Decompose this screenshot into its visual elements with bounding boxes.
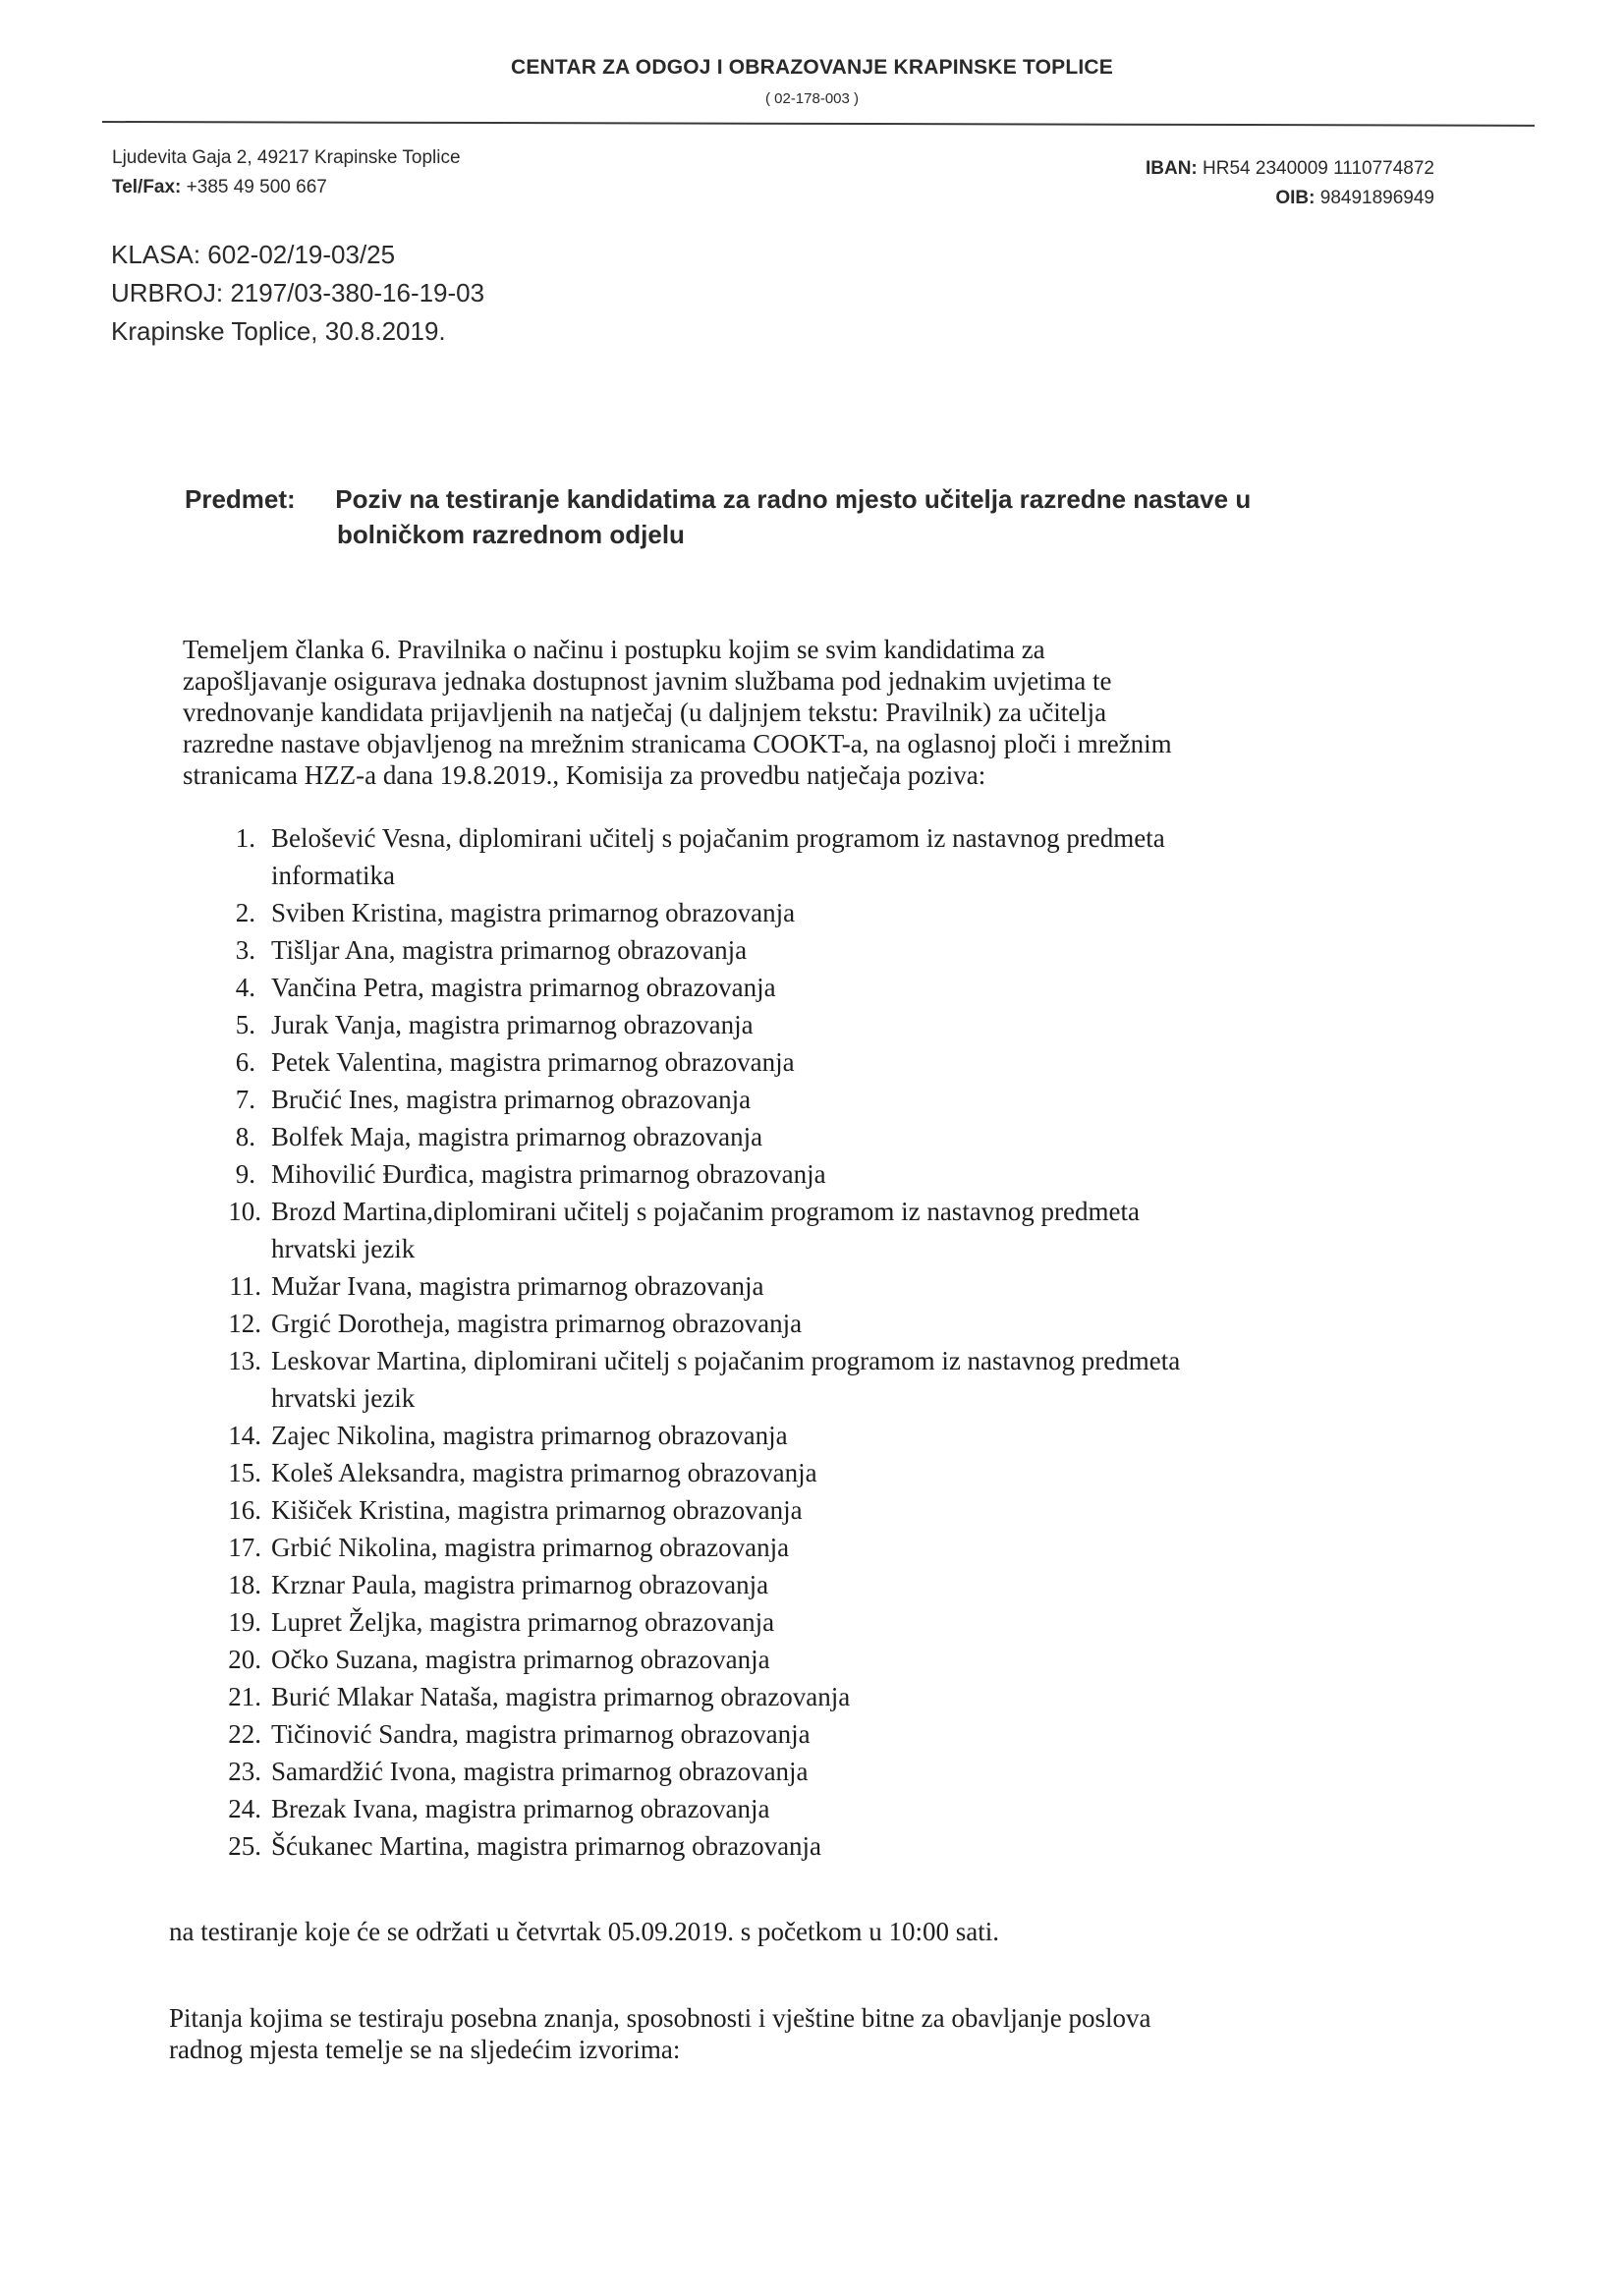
list-item: [226, 1454, 1444, 1491]
list-item-number: 1.: [235, 823, 255, 853]
header-divider: [102, 121, 1535, 127]
list-item-text: Šćukanec Martina, magistra primarnog obrazovanja: [271, 1831, 822, 1861]
oib-label: OIB:: [1275, 188, 1316, 208]
iban-line: [1146, 154, 1434, 184]
list-item-text: Belošević Vesna, diplomirani učitelj s pojačanim programom iz nastavnog predmeta: [271, 823, 1165, 853]
list-item: [226, 1006, 1444, 1043]
list-item-text: Samardžić Ivona, magistra primarnog obrazovanja: [271, 1757, 809, 1786]
list-item-text: Koleš Aleksandra, magistra primarnog obrazovanja: [271, 1458, 817, 1487]
list-item: [226, 1529, 1444, 1566]
subject-line-1: Poziv na testiranje kandidatima za radno mjesto učitelja razredne nastave u: [335, 484, 1252, 514]
list-item-text: Kišiček Kristina, magistra primarnog obrazovanja: [271, 1495, 803, 1525]
list-item-text: Brezak Ivana, magistra primarnog obrazovanja: [271, 1794, 770, 1823]
institution-name: CENTAR ZA ODGOJ I OBRAZOVANJE KRAPINSKE TOPLICE: [510, 56, 1113, 79]
list-item: [226, 894, 1444, 931]
institution-address: Ljudevita Gaja 2, 49217 Krapinske Toplice: [112, 147, 461, 168]
list-item-number: 3.: [235, 935, 255, 965]
list-item-number: 23.: [228, 1757, 261, 1786]
list-item-text: Jurak Vanja, magistra primarnog obrazovanja: [271, 1010, 754, 1039]
list-item: [226, 931, 1444, 969]
list-item-number: 18.: [228, 1570, 261, 1599]
klasa: KLASA: 602-02/19-03/25: [111, 240, 396, 269]
list-item: [226, 1193, 1444, 1267]
list-item: [226, 1753, 1444, 1790]
intro-line: stranicama HZZ-a dana 19.8.2019., Komisija za provedbu natječaja poziva:: [183, 760, 986, 790]
list-item: [226, 1118, 1444, 1155]
list-item-number: 7.: [235, 1085, 255, 1114]
list-item-number: 22.: [228, 1719, 261, 1749]
list-item-number: 25.: [228, 1831, 261, 1861]
list-item-number: 17.: [228, 1533, 261, 1562]
list-item-text: Očko Suzana, magistra primarnog obrazovanja: [271, 1645, 770, 1674]
subject-block: [185, 481, 1462, 552]
list-item-text: Bručić Ines, magistra primarnog obrazovanja: [271, 1085, 752, 1114]
intro-line: Temeljem članka 6. Pravilnika o načinu i postupku kojim se svim kandidatima za: [183, 635, 1045, 664]
list-item-text: Grgić Dorotheja, magistra primarnog obrazovanja: [271, 1309, 803, 1338]
list-item-number: 11.: [229, 1271, 261, 1301]
list-item: [226, 1342, 1444, 1417]
list-item-text: Sviben Kristina, magistra primarnog obrazovanja: [271, 898, 796, 927]
list-item-text: Burić Mlakar Nataša, magistra primarnog obrazovanja: [271, 1682, 851, 1711]
list-item-text: Tičinović Sandra, magistra primarnog obrazovanja: [271, 1719, 811, 1749]
intro-line: razredne nastave objavljenog na mrežnim stranicama COOKT-a, na oglasnoj ploči i mrežnim: [183, 729, 1172, 758]
list-item: [226, 1790, 1444, 1827]
list-item-text: Tišljar Ana, magistra primarnog obrazovanja: [271, 935, 748, 965]
list-item-number: 6.: [235, 1047, 255, 1077]
iban-value: HR54 2340009 1110774872: [1197, 158, 1434, 179]
list-item: [226, 969, 1444, 1006]
list-item: [226, 1267, 1444, 1305]
list-item-text-cont: hrvatski jezik: [271, 1234, 416, 1263]
list-item-number: 24.: [228, 1794, 261, 1823]
subject-line-2: bolničkom razrednom odjelu: [337, 520, 685, 549]
list-item-number: 8.: [235, 1122, 255, 1151]
list-item: [226, 1678, 1444, 1715]
telfax-line: [112, 173, 461, 202]
list-item-number: 14.: [228, 1421, 261, 1450]
list-item: [226, 1043, 1444, 1081]
list-item-text: Krznar Paula, magistra primarnog obrazovanja: [271, 1570, 769, 1599]
list-item-text: Grbić Nikolina, magistra primarnog obrazovanja: [271, 1533, 790, 1562]
list-item-text: Brozd Martina,diplomirani učitelj s pojačanim programom iz nastavnog predmeta: [271, 1197, 1140, 1226]
sources-line-1: Pitanja kojima se testiraju posebna znanja, sposobnosti i vještine bitne za obavljanje poslova: [169, 2003, 1151, 2033]
institution-address-block: [112, 143, 461, 202]
place-date: Krapinske Toplice, 30.8.2019.: [111, 316, 446, 346]
sources-paragraph: [169, 2002, 1427, 2065]
list-item-text: Mihovilić Đurđica, magistra primarnog obrazovanja: [271, 1159, 826, 1189]
intro-paragraph: [183, 634, 1440, 791]
list-item: [226, 1827, 1444, 1865]
list-item: [226, 1305, 1444, 1342]
list-item-number: 21.: [228, 1682, 261, 1711]
iban-label: IBAN:: [1145, 158, 1198, 179]
candidate-list: [226, 819, 1444, 1865]
oib-value: 98491896949: [1315, 188, 1434, 208]
intro-line: zapošljavanje osigurava jednaka dostupnost javnim službama pod jednakim uvjetima te: [183, 666, 1112, 696]
list-item: [226, 1491, 1444, 1529]
list-item: [226, 1417, 1444, 1454]
list-item-number: 4.: [235, 973, 255, 1002]
institution-code: ( 02-178-003 ): [764, 90, 860, 107]
list-item-number: 9.: [235, 1159, 255, 1189]
list-item-number: 19.: [228, 1607, 261, 1637]
list-item: [226, 1715, 1444, 1753]
list-item-number: 5.: [235, 1010, 255, 1039]
list-item-number: 10.: [228, 1197, 261, 1226]
list-item-number: 12.: [228, 1309, 261, 1338]
list-item-text: Zajec Nikolina, magistra primarnog obrazovanja: [271, 1421, 788, 1450]
list-item-number: 16.: [228, 1495, 261, 1525]
list-item-text: Petek Valentina, magistra primarnog obrazovanja: [271, 1047, 795, 1077]
intro-line: vrednovanje kandidata prijavljenih na natječaj (u daljnjem tekstu: Pravilnik) za učitelja: [183, 698, 1107, 727]
list-item: [226, 1603, 1444, 1641]
list-item: [226, 1081, 1444, 1118]
list-item-text: Lupret Željka, magistra primarnog obrazovanja: [271, 1607, 775, 1637]
list-item: [226, 819, 1444, 894]
list-item-text: Bolfek Maja, magistra primarnog obrazovanja: [271, 1122, 763, 1151]
urbroj: URBROJ: 2197/03-380-16-19-03: [111, 278, 485, 308]
list-item-number: 15.: [228, 1458, 261, 1487]
telfax-value: +385 49 500 667: [181, 177, 327, 197]
sources-line-2: radnog mjesta temelje se na sljedećim izvorima:: [169, 2035, 681, 2064]
document-meta: [111, 236, 484, 351]
list-item-number: 20.: [228, 1645, 261, 1674]
oib-line: [1146, 184, 1434, 213]
list-item-text: Leskovar Martina, diplomirani učitelj s pojačanim programom iz nastavnog predmeta: [271, 1346, 1181, 1375]
list-item: [226, 1566, 1444, 1603]
list-item: [226, 1641, 1444, 1678]
bank-info-block: [1146, 154, 1434, 213]
list-item-text: Vančina Petra, magistra primarnog obrazovanja: [271, 973, 776, 1002]
list-item-number: 2.: [235, 898, 255, 927]
subject-label: Predmet:: [185, 484, 296, 514]
list-item-number: 13.: [228, 1346, 261, 1375]
list-item: [226, 1155, 1444, 1193]
list-item-text-cont: informatika: [271, 861, 395, 890]
list-item-text-cont: hrvatski jezik: [271, 1383, 416, 1413]
testing-date-line: na testiranje koje će se održati u četvrtak 05.09.2019. s početkom u 10:00 sati.: [169, 1917, 1000, 1946]
telfax-label: Tel/Fax:: [112, 177, 182, 197]
list-item-text: Mužar Ivana, magistra primarnog obrazovanja: [271, 1271, 764, 1301]
